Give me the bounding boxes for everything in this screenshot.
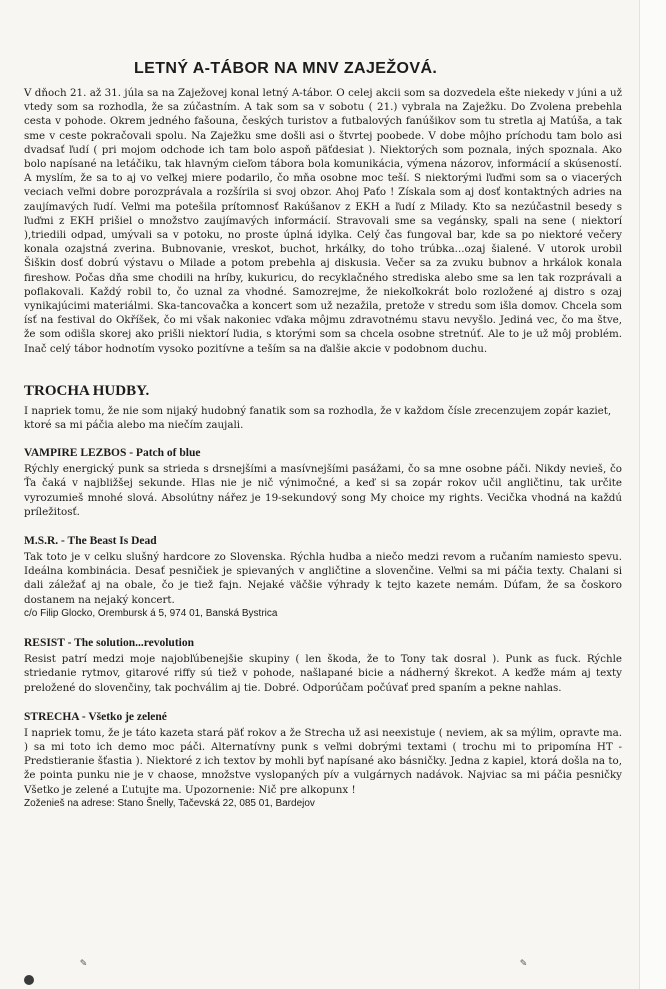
intro-article: [24, 86, 622, 356]
review-text: I napriek tomu, že je táto kazeta stará päť rokov a že Strecha už asi neexistuje ( neviem, ak sa mýlim, opravte ma. ) sa mi toto ich demo moc páči. Alternatívny punk s veľmi dobrými textami ( trochu mi to pripomína HT - Predstieranie šťastia ). Niektoré z ich textov by mohli byť napísané ako básničky. Jedna z kapiel, ktorá došla na to, že pointa punku nie je v chaose, množstve vyslopaných pív a vulgárnych nadávok. Najviac sa mi páčia pesničky Všetko je zelené a Ľutujte ma. Upozornenie: Nič pre alkopunx !: [24, 726, 622, 796]
review-contact: Zoženieš na adrese: Stano Šnelly, Tačevská 22, 085 01, Bardejov: [24, 797, 315, 809]
article: [24, 60, 622, 826]
review-resist: [24, 636, 622, 695]
review-contact: c/o Filip Glocko, Orembursk á 5, 974 01, Banská Bystrica: [24, 607, 278, 619]
review-vampire-lezbos: [24, 446, 622, 519]
punch-hole-mark: [24, 975, 34, 985]
footer-scratch-right: ✎: [520, 956, 526, 969]
section-title: TROCHA HUDBY.: [24, 382, 150, 399]
review-heading: VAMPIRE LEZBOS - Patch of blue: [24, 447, 201, 460]
footer-scratch-left: ✎: [80, 956, 86, 969]
scan-edge: [639, 0, 666, 989]
review-strecha: [24, 710, 622, 811]
review-text: Tak toto je v celku slušný hardcore zo Slovenska. Rýchla hudba a niečo medzi revom a ručaním namiesto spevu. Ideálna kombinácia. Desať pesničiek je spievaných v angličtine a slovenčine. Veľmi sa mi páčia texty. Chalani si dali záležať aj na obale, čo je tiež fajn. Nejaké väčšie výhrady k tejto kazete nemám. Dúfam, že sa čoskoro dostanem na nejaký koncert.: [24, 551, 622, 606]
intro-paragraph: V dňoch 21. až 31. júla sa na Zaježovej konal letný A-tábor. O celej akcii som sa dozvedela ešte niekedy v júni a už vtedy som sa rozhodla, že sa zúčastním. A tak som sa v sobotu ( 21.) vybrala na Zaježku. Do Zvolena prebehla cesta v pohode. Okrem jedného fašouna, českých turistov a futbalových fanúšikov som tu stretla aj Matúša, a tak sme v ceste pokračovali spolu. Na Zaježku sme došli asi o štvrtej poobede. V dobe môjho príchodu tam bolo asi dvadsať ľudí ( pri mojom odchode ich tam bolo aspoň päťdesiat ). Niektorých som poznala, iných spoznala. Ako bolo napísané na letáčiku, tak hlavným cieľom tábora bola komunikácia, výmena názorov, informácií a skúseností. A myslím, že sa to aj vo veľkej miere podarilo, čo mňa osobne moc teší. S niektorými ľuďmi som sa o viacerých veciach veľmi dobre porozprávala a rozšírila si svoj obzor. Ahoj Paťo ! Získala som aj dosť kontaktných adries na zaujímavých ľudí. Veľmi ma potešila prítomnosť Rakúšanov z EKH a ľudí z Milady. Kto sa nezúčastnil besedy s ľuďmi z EKH prišiel o množstvo zaujímavých informácií. Stravovali sme sa vegánsky, spali na sene ( niektorí ),triedili odpad, umývali sa v potoku, no proste úplná idylka. Celý čas fungoval bar, kde sa po niektoré večery konala ozajstná zverina. Bubnovanie, vreskot, buchot, hrkálky, do toho trúbka...ozaj šialené. V utorok urobil Šiškin dosť dobrú výstavu o Milade a potom prebehla aj diskusia. Večer sa za zvuku bubnov a hrkálok konala fireshow. Počas dňa sme chodili na hríby, kukuricu, do recyklačného strediska alebo sme sa len tak rozprávali a poflakovali. Každý robil to, čo uznal za vhodné. Samozrejme, že niekoľkokrát bolo rozložené aj distro s ozaj vynikajúcimi materiálmi. Ska-tancovačka a koncert som už nezažila, pretože v stredu som išla domov. Chcela som ísť na festival do Okříšek, čo mi však nakoniec vďaka môjmu zdravotnému stavu nevyšlo. Jediná vec, čo ma štve, že som odišla skorej ako prišli niektorí ľudia, s ktorými som sa chcela osobne stretnúť. Ale to je už môj problém. Inač celý tábor hodnotím vysoko pozitívne a teším sa na ďalšie akcie v podobnom duchu.: [24, 87, 622, 355]
section-intro: I napriek tomu, že nie som nijaký hudobný fanatik som sa rozhodla, že v každom čísle zrecenzujem zopár kaziet, ktoré sa mi páčia alebo ma niečím zaujali.: [24, 404, 612, 432]
review-heading: STRECHA - Všetko je zelené: [24, 710, 167, 723]
review-text: Rýchly energický punk sa strieda s drsnejšími a masívnejšími pasážami, čo sa mne osobne páči. Nikdy nevieš, čo Ťa čaká v najbližšej sekunde. Hlas nie je nič výnimočné, a keď si sa zopár rokov učil angličtinu, tak určite vyrozumieš mnohé slová. Absolútny nářez je 19-sekundový song My choice my rights. Vecička vhodná na každú príležitosť.: [24, 463, 622, 518]
review-heading: RESIST - The solution...revolution: [24, 637, 194, 650]
page-title: LETNÝ A-TÁBOR NA MNV ZAJEŽOVÁ.: [134, 60, 438, 77]
review-text: Resist patrí medzi moje najobľúbenejšie skupiny ( len škoda, že to Tony tak dosral ). Punk as fuck. Rýchle striedanie rytmov, gitarové riffy sú tiež v pohode, našlapané bicie a nádherný škrekot. A keďže mám aj texty preložené do slovenčiny, tak pochválim aj tie. Dobré. Odporúčam počúvať pred spaním a pekne nahlas.: [24, 653, 622, 694]
review-msr: [24, 534, 622, 621]
review-heading: M.S.R. - The Beast Is Dead: [24, 535, 157, 548]
